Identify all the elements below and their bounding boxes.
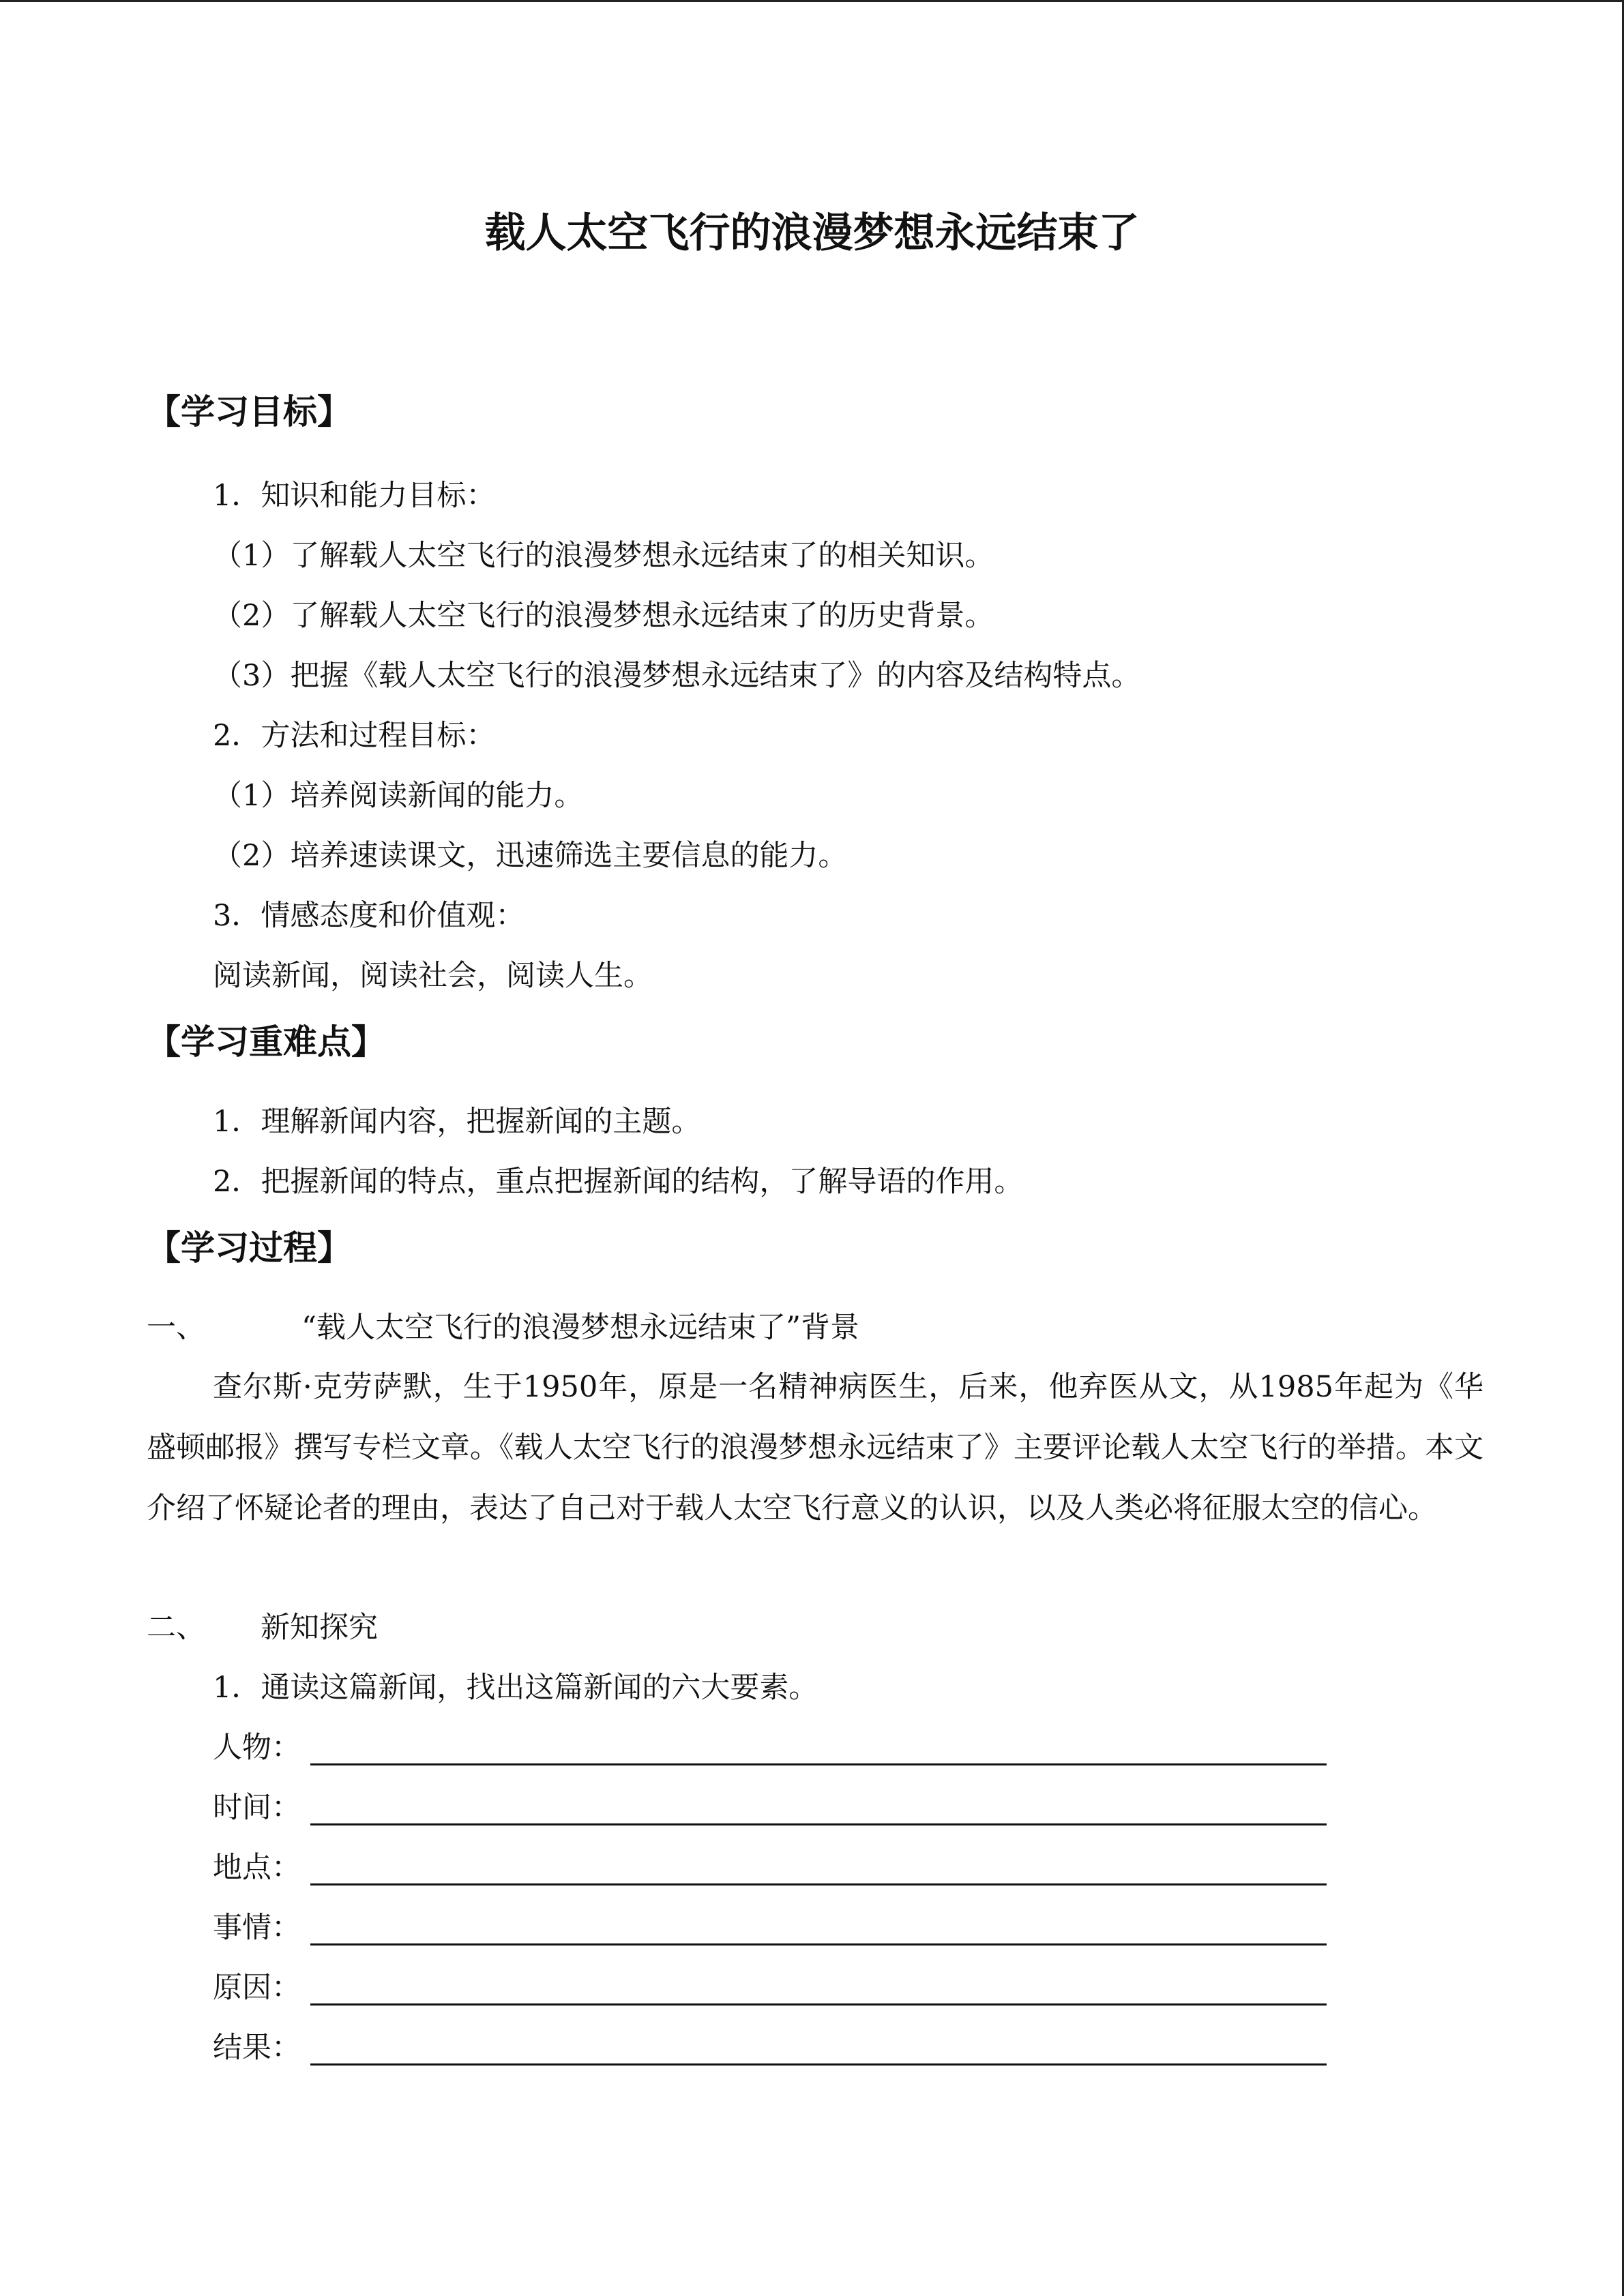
answer-line-person[interactable]	[310, 1763, 1327, 1765]
section-heading-process: 【学习过程】	[147, 1228, 351, 1268]
goal-line: 阅读新闻，阅读社会，阅读人生。	[213, 959, 653, 993]
answer-line-place[interactable]	[310, 1883, 1327, 1885]
part1-title: “载人太空飞行的浪漫梦想永远结束了”背景	[301, 1311, 859, 1345]
goal-line: 2．方法和过程目标：	[213, 719, 496, 753]
part2-heading	[147, 1607, 378, 1648]
goal-line: 3．情感态度和价值观：	[213, 899, 525, 933]
key-point-line: 2．把握新闻的特点，重点把握新闻的结构，了解导语的作用。	[213, 1165, 1024, 1199]
background-paragraph: 查尔斯·克劳萨默，生于1950年，原是一名精神病医生，后来，他弃医从文，从1985年起为《华盛顿邮报》撰写专栏文章。《载人太空飞行的浪漫梦想永远结束了》主要评论载人太空飞行的举措。本文介绍了怀疑论者的理由，表达了自己对于载人太空飞行意义的认识，以及人类必将征服太空的信心。	[147, 1370, 1483, 1525]
goal-line: （2）培养速读课文，迅速筛选主要信息的能力。	[213, 839, 848, 873]
answer-line-cause[interactable]	[310, 2003, 1327, 2006]
blank-label-place: 地点：	[213, 1851, 301, 1885]
blank-label-result: 结果：	[213, 2031, 301, 2065]
goal-line: （2）了解载人太空飞行的浪漫梦想永远结束了的历史背景。	[213, 599, 994, 633]
blank-label-person: 人物：	[213, 1731, 301, 1765]
answer-line-time[interactable]	[310, 1823, 1327, 1825]
part1-heading	[147, 1307, 859, 1348]
key-point-line: 1．理解新闻内容，把握新闻的主题。	[213, 1105, 701, 1139]
section-heading-key-points: 【学习重难点】	[147, 1022, 385, 1062]
part1-number: 一、	[147, 1311, 205, 1345]
blank-label-time: 时间：	[213, 1791, 301, 1825]
answer-line-result[interactable]	[310, 2063, 1327, 2066]
task-line: 1．通读这篇新闻，找出这篇新闻的六大要素。	[213, 1671, 818, 1705]
goal-line: （1）培养阅读新闻的能力。	[213, 779, 584, 813]
goal-line: （3）把握《载人太空飞行的浪漫梦想永远结束了》的内容及结构特点。	[213, 659, 1141, 693]
section-heading-goals: 【学习目标】	[147, 392, 351, 432]
goal-line: （1）了解载人太空飞行的浪漫梦想永远结束了的相关知识。	[213, 539, 994, 573]
blank-label-cause: 原因：	[213, 1971, 301, 2005]
part2-number: 二、	[147, 1611, 205, 1645]
goal-line: 1．知识和能力目标：	[213, 479, 496, 513]
page-title: 载人太空飞行的浪漫梦想永远结束了	[484, 209, 1140, 257]
answer-line-event[interactable]	[310, 1943, 1327, 1945]
part2-title: 新知探究	[261, 1611, 378, 1645]
blank-label-event: 事情：	[213, 1911, 301, 1945]
